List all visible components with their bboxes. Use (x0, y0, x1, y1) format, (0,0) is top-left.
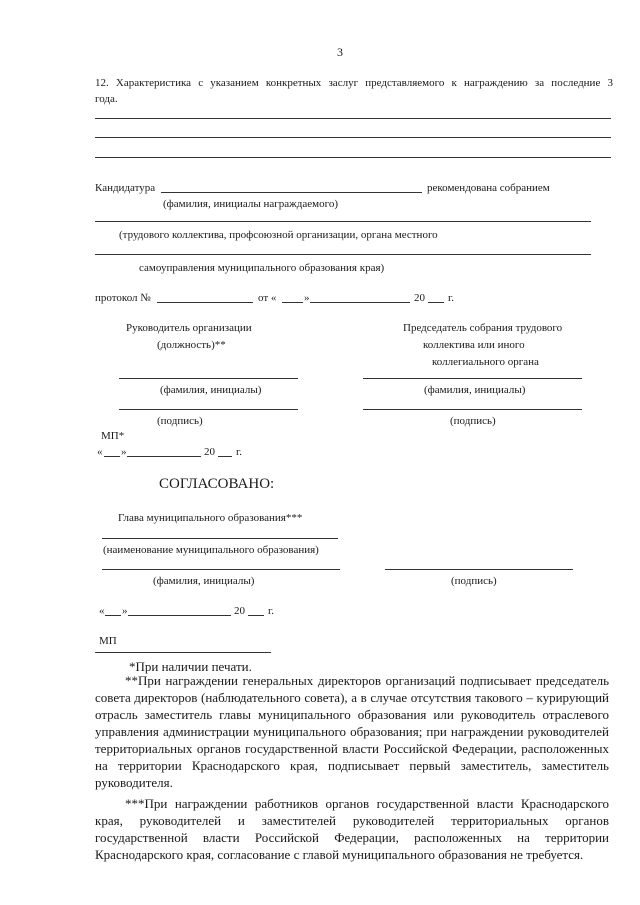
footnote-2 (95, 672, 609, 791)
right-fio-field[interactable] (363, 378, 582, 379)
left-title-2: (должность)** (157, 339, 226, 351)
footnote-3-line: Краснодарского края, согласование с главой муниципального образования не требуется. (95, 847, 584, 862)
hint-organization-1: (трудового коллектива, профсоюзной организации, органа местного (119, 229, 438, 241)
footnote-2-line: отрасль заместитель главы муниципального образования или руководитель отраслевого (95, 707, 609, 722)
footnote-2-line: на территории Краснодарского края, подписывает первый заместитель, заместитель (95, 758, 609, 773)
footnote-2-line: управления администрации муниципального образования; при награждении руководителей (95, 724, 609, 739)
approve-date-month-field[interactable] (128, 615, 231, 616)
head-signature-field[interactable] (385, 569, 573, 570)
footnote-2-line: совета директоров (наблюдательного совета), а в случае отсутствия такового – курирующий (95, 690, 609, 705)
approve-date-year-field[interactable] (248, 615, 264, 616)
head-hint-signature: (подпись) (451, 575, 497, 587)
footnote-1: *При наличии печати. (129, 659, 252, 674)
approve-date-close: » (122, 605, 128, 617)
organization-field-2[interactable] (95, 254, 591, 255)
hint-organization-2: самоуправления муниципального образования края) (139, 262, 385, 274)
protocol-number-field[interactable] (157, 302, 253, 303)
head-fio-field[interactable] (102, 569, 340, 570)
right-title-2: коллектива или иного (423, 339, 525, 351)
right-hint-fio: (фамилия, инициалы) (424, 384, 526, 396)
protocol-year-field[interactable] (428, 302, 444, 303)
footnote-3-line: государственной власти Российской Федерации, расположенных на территории (95, 830, 609, 845)
left-signature-field[interactable] (119, 409, 298, 410)
sign-date-year-suffix: г. (236, 446, 243, 458)
page-number: 3 (337, 45, 343, 59)
approve-date-year-prefix: 20 (234, 605, 245, 617)
right-signature-field[interactable] (363, 409, 582, 410)
protocol-quote-close: » (304, 292, 310, 304)
hint-candidate-name: (фамилия, инициалы награждаемого) (163, 198, 338, 210)
left-hint-signature: (подпись) (157, 415, 203, 427)
footnote-2-line: **При награждении генеральных директоров организаций подписывает председатель (125, 673, 609, 688)
section-12-line-1: 12. Характеристика с указанием конкретных заслуг представляемого к награждению за последние 3 (95, 77, 613, 89)
left-hint-fio: (фамилия, инициалы) (160, 384, 262, 396)
approve-stamp-place: МП (99, 635, 117, 647)
approve-date-day-field[interactable] (105, 615, 121, 616)
sign-date-day-field[interactable] (104, 456, 120, 457)
protocol-day-field[interactable] (282, 302, 303, 303)
right-title-3: коллегиального органа (432, 356, 539, 368)
right-hint-signature: (подпись) (450, 415, 496, 427)
approve-date-open: « (99, 605, 105, 617)
recommended-label: рекомендована собранием (427, 182, 550, 194)
sign-date-year-field[interactable] (218, 456, 232, 457)
municipality-name-field[interactable] (102, 538, 338, 539)
right-title-1: Председатель собрания трудового (403, 322, 563, 334)
left-title-1: Руководитель организации (126, 322, 252, 334)
footnote-3-line: края, руководителей и заместителей руководителей территориальных органов (95, 813, 609, 828)
characteristic-line-2[interactable] (95, 137, 611, 138)
candidate-label: Кандидатура (95, 182, 156, 194)
candidate-name-field[interactable] (161, 192, 422, 193)
characteristic-line-1[interactable] (95, 118, 611, 119)
section-12-line-2: года. (95, 93, 118, 105)
footnote-2-line: территориальных органов государственной власти Российской Федерации, расположенных (95, 741, 609, 756)
left-fio-field[interactable] (119, 378, 298, 379)
footnote-separator (95, 652, 271, 653)
protocol-year-suffix: г. (448, 292, 455, 304)
municipality-head-title: Глава муниципального образования*** (118, 512, 303, 524)
characteristic-line-3[interactable] (95, 157, 611, 158)
protocol-label: протокол № (95, 292, 151, 304)
sign-date-month-field[interactable] (127, 456, 201, 457)
organization-field-1[interactable] (95, 221, 591, 222)
sign-date-year-prefix: 20 (204, 446, 215, 458)
stamp-place-label: МП* (101, 430, 125, 442)
protocol-from-label: от « (258, 292, 277, 304)
footnote-3-line: ***При награждении работников органов государственной власти Краснодарского (125, 796, 609, 811)
footnote-3 (95, 795, 609, 863)
approve-date-year-suffix: г. (268, 605, 275, 617)
approved-heading: СОГЛАСОВАНО: (159, 476, 275, 492)
protocol-year-prefix: 20 (414, 292, 425, 304)
sign-date-close: » (121, 446, 127, 458)
hint-municipality-name: (наименование муниципального образования) (103, 544, 319, 556)
footnote-2-line: руководителя. (95, 775, 173, 790)
protocol-month-field[interactable] (310, 302, 410, 303)
head-hint-fio: (фамилия, инициалы) (153, 575, 255, 587)
sign-date-open: « (97, 446, 103, 458)
